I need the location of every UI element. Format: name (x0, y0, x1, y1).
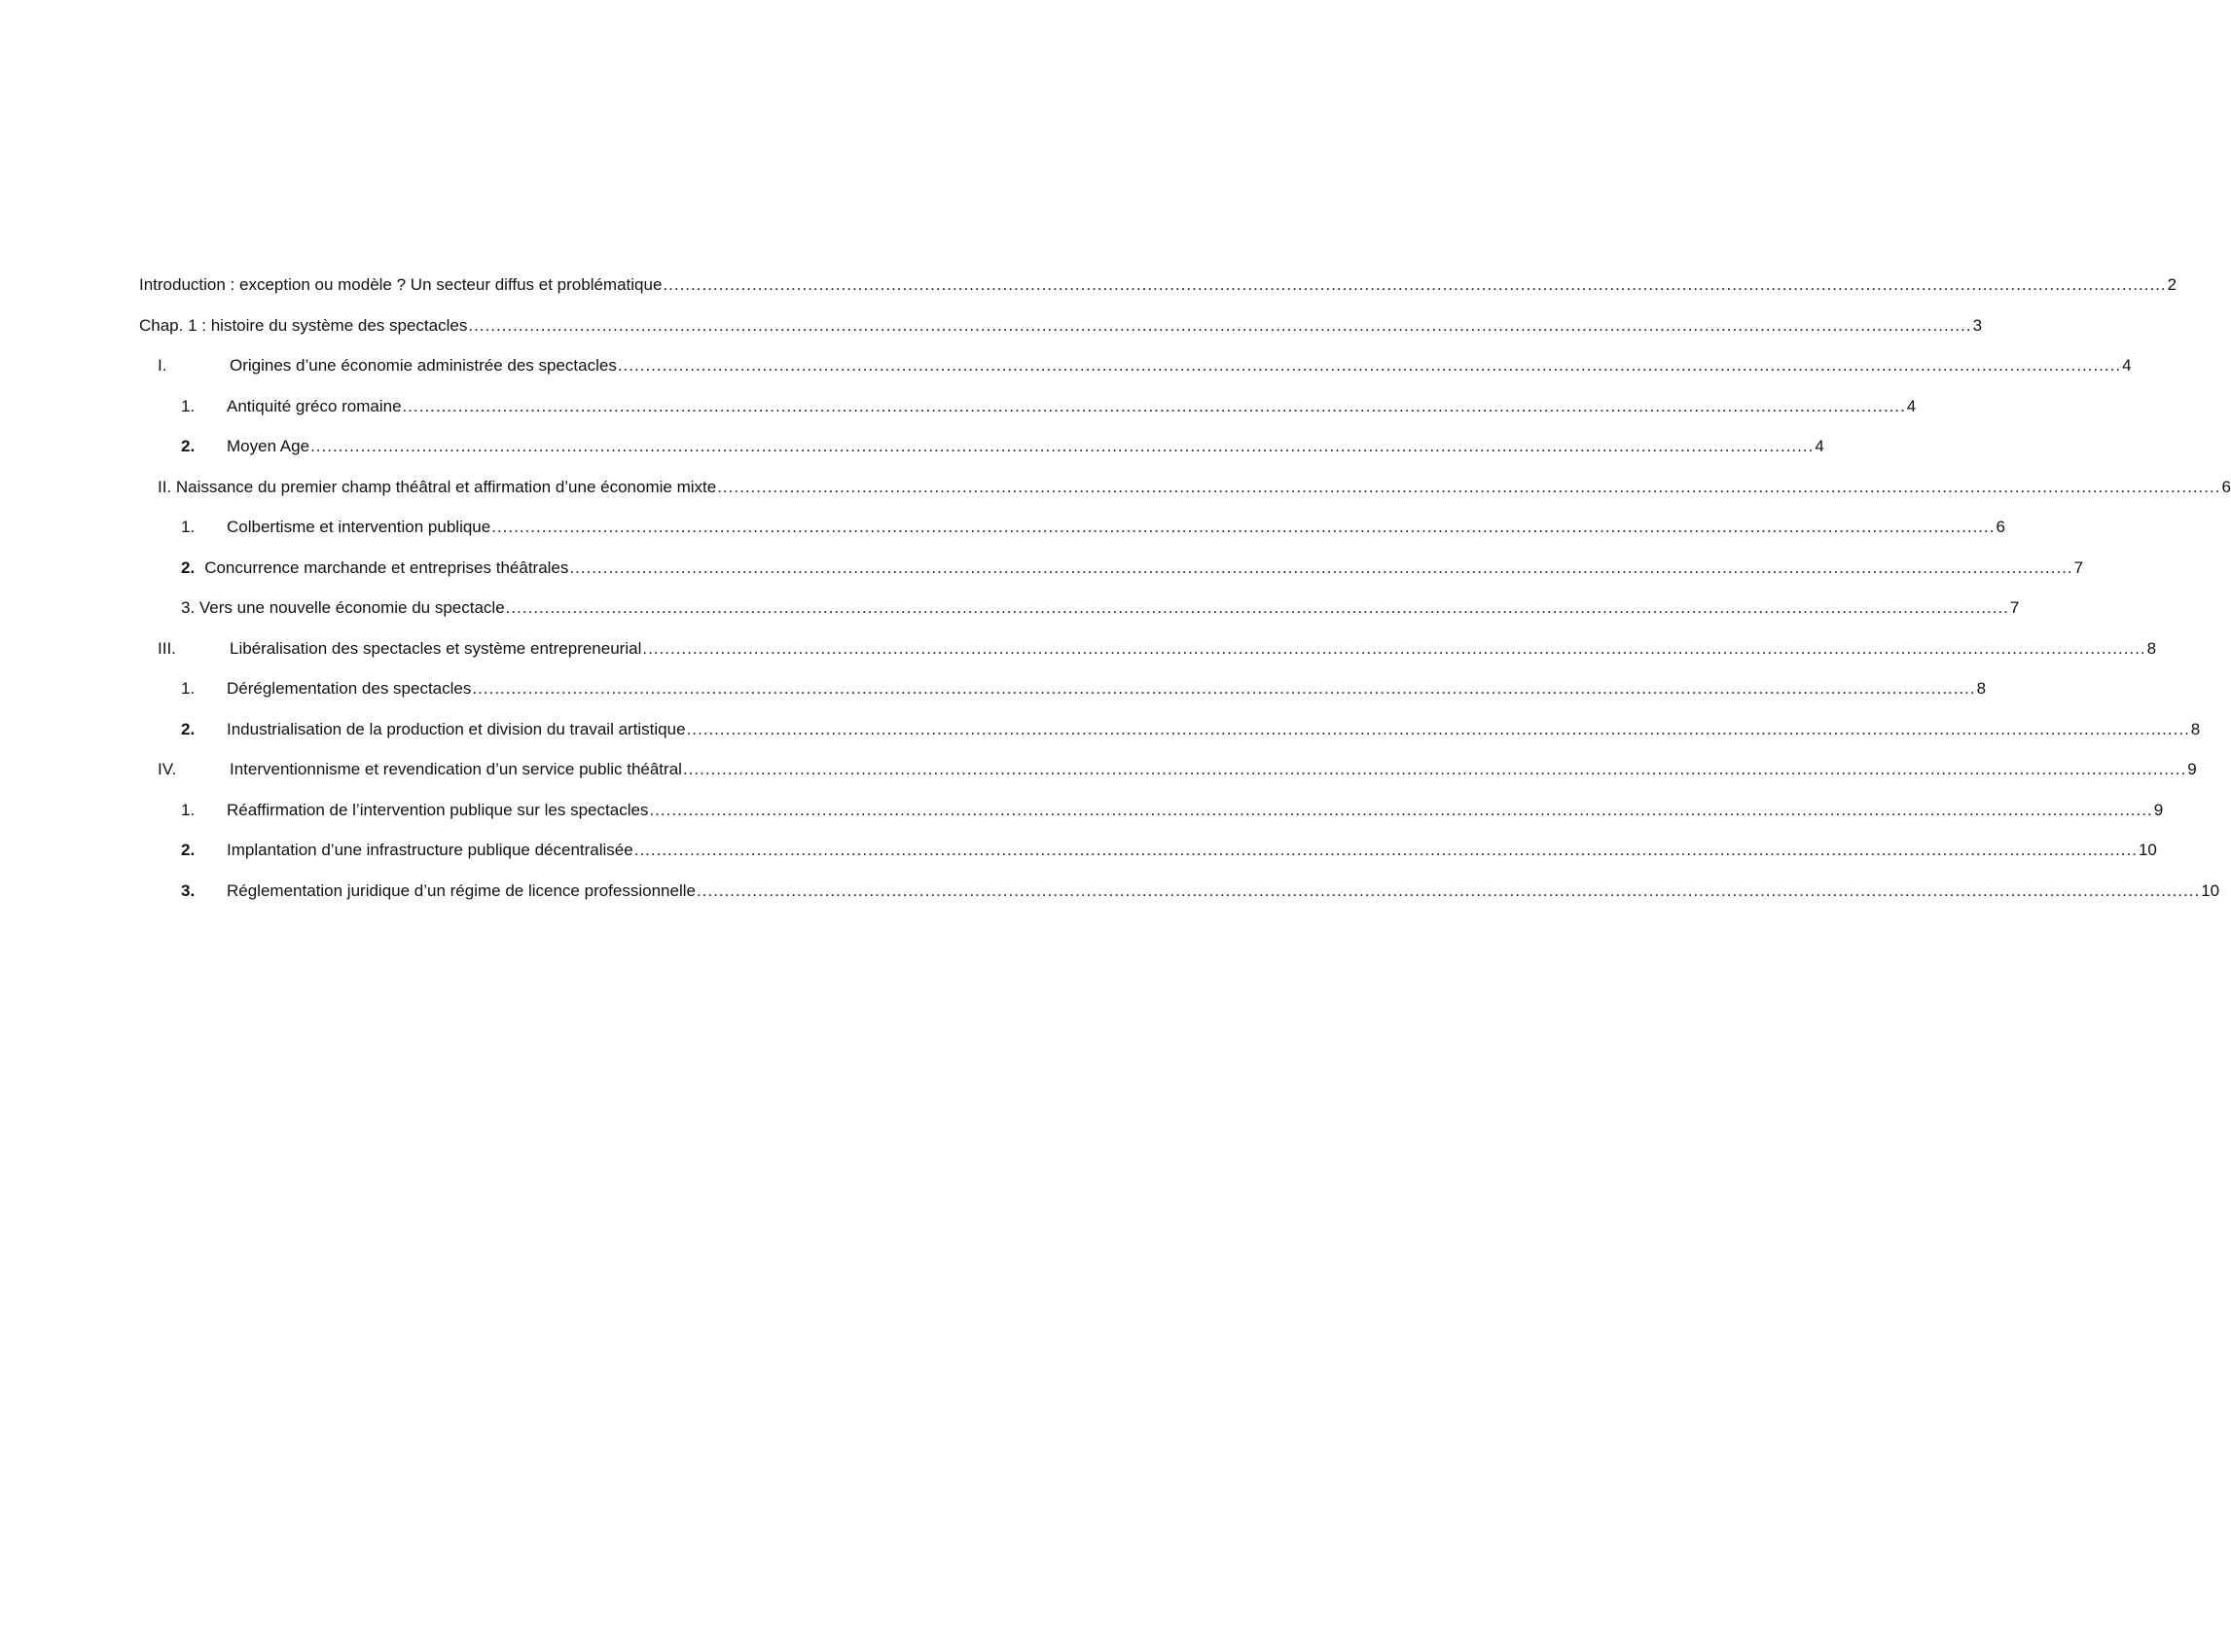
toc-leader-dots (649, 800, 2152, 821)
toc-leader-dots (506, 597, 2009, 619)
toc-leader-dots (491, 517, 1995, 538)
toc-entry-number: I. (158, 356, 167, 375)
toc-entry-section-iii[interactable] (139, 638, 2157, 679)
toc-page-number: 9 (2153, 800, 2164, 819)
toc-entry-introduction[interactable] (139, 274, 2177, 315)
toc-leader-dots (468, 315, 1971, 337)
toc-entry-section-i[interactable] (139, 355, 2132, 396)
toc-entry-title: Libéralisation des spectacles et système entrepreneurial (230, 638, 642, 658)
toc-entry-title: Moyen Age (227, 437, 310, 455)
toc-page-number: 4 (1906, 396, 1917, 415)
toc-entry-number: 2. (181, 841, 196, 859)
toc-entry-number: IV. (158, 760, 177, 778)
toc-page-number: 6 (2221, 477, 2231, 496)
toc-leader-dots (569, 557, 2072, 579)
toc-entry-number: 1. (181, 396, 196, 415)
toc-leader-dots (634, 840, 2138, 861)
toc-entry-section-iv[interactable] (139, 759, 2197, 800)
toc-entry-title: Concurrence marchande et entreprises théâtrales (204, 557, 569, 577)
toc-leader-dots (472, 678, 1975, 700)
toc-entry-number: 1. (181, 800, 196, 819)
toc-entry-title: Implantation d’une infrastructure publique décentralisée (227, 841, 633, 859)
toc-entry-title: Colbertisme et intervention publique (227, 518, 491, 536)
table-of-contents (139, 274, 2231, 920)
toc-entry-title: Introduction : exception ou modèle ? Un secteur diffus et problématique (139, 275, 663, 294)
toc-entry-section-ii[interactable] (139, 477, 2231, 518)
toc-page-number: 9 (2187, 760, 2197, 778)
toc-entry-number: 2. (181, 719, 196, 738)
toc-leader-dots (403, 396, 1906, 417)
toc-entry-title: Industrialisation de la production et division du travail artistique (227, 719, 686, 738)
toc-page-number: 10 (2201, 880, 2220, 900)
toc-page-number: 4 (1815, 437, 1824, 455)
toc-entry-subsection-ii-2[interactable] (139, 557, 2084, 598)
toc-page-number: 6 (1996, 518, 2005, 536)
toc-entry-title: 3. Vers une nouvelle économie du spectacle (181, 598, 505, 617)
toc-page-number: 7 (2009, 598, 2020, 617)
toc-leader-dots (642, 638, 2145, 660)
toc-entry-subsection-iii-1[interactable] (139, 678, 1987, 719)
toc-entry-title: Antiquité gréco romaine (227, 396, 402, 415)
toc-entry-subsection-iv-3[interactable] (139, 880, 2220, 921)
toc-entry-title: Réaffirmation de l’intervention publique sur les spectacles (227, 800, 649, 819)
toc-page-number: 8 (2146, 638, 2157, 658)
toc-leader-dots (697, 880, 2200, 902)
toc-leader-dots (683, 759, 2186, 780)
toc-page-number: 10 (2138, 841, 2157, 859)
toc-page-number: 4 (2122, 356, 2132, 375)
toc-page-number: 7 (2073, 557, 2084, 577)
toc-entry-title: Déréglementation des spectacles (227, 679, 472, 698)
toc-entry-subsection-iii-2[interactable] (139, 719, 2201, 760)
toc-leader-dots (717, 477, 2220, 498)
toc-entry-title: Origines d’une économie administrée des spectacles (230, 356, 617, 375)
toc-entry-number: 3. (181, 880, 196, 900)
toc-page-number: 2 (2167, 275, 2177, 294)
toc-entry-subsection-ii-3[interactable] (139, 597, 2020, 638)
toc-entry-number: III. (158, 638, 176, 658)
toc-entry-title: II. Naissance du premier champ théâtral et affirmation d’une économie mixte (158, 477, 717, 496)
toc-leader-dots (663, 274, 2166, 296)
toc-entry-number: 2. (181, 557, 196, 577)
toc-entry-subsection-iv-1[interactable] (139, 800, 2164, 841)
toc-entry-subsection-i-1[interactable] (139, 396, 1917, 437)
toc-entry-subsection-iv-2[interactable] (139, 840, 2157, 880)
toc-entry-number: 1. (181, 518, 196, 536)
toc-entry-chapter-1[interactable] (139, 315, 1983, 356)
toc-leader-dots (687, 719, 2190, 740)
toc-entry-number: 1. (181, 679, 196, 698)
toc-entry-subsection-i-2[interactable] (139, 436, 1824, 477)
toc-entry-title: Réglementation juridique d’un régime de licence professionnelle (227, 880, 696, 900)
toc-leader-dots (618, 355, 2121, 377)
toc-leader-dots (310, 436, 1814, 457)
toc-page-number: 8 (1976, 679, 1987, 698)
toc-page-number: 3 (1972, 315, 1983, 335)
toc-page-number: 8 (2190, 719, 2201, 738)
toc-entry-title: Chap. 1 : histoire du système des spectacles (139, 315, 468, 335)
toc-entry-title: Interventionnisme et revendication d’un service public théâtral (230, 760, 682, 778)
toc-entry-number: 2. (181, 437, 196, 455)
toc-entry-subsection-ii-1[interactable] (139, 517, 2005, 557)
